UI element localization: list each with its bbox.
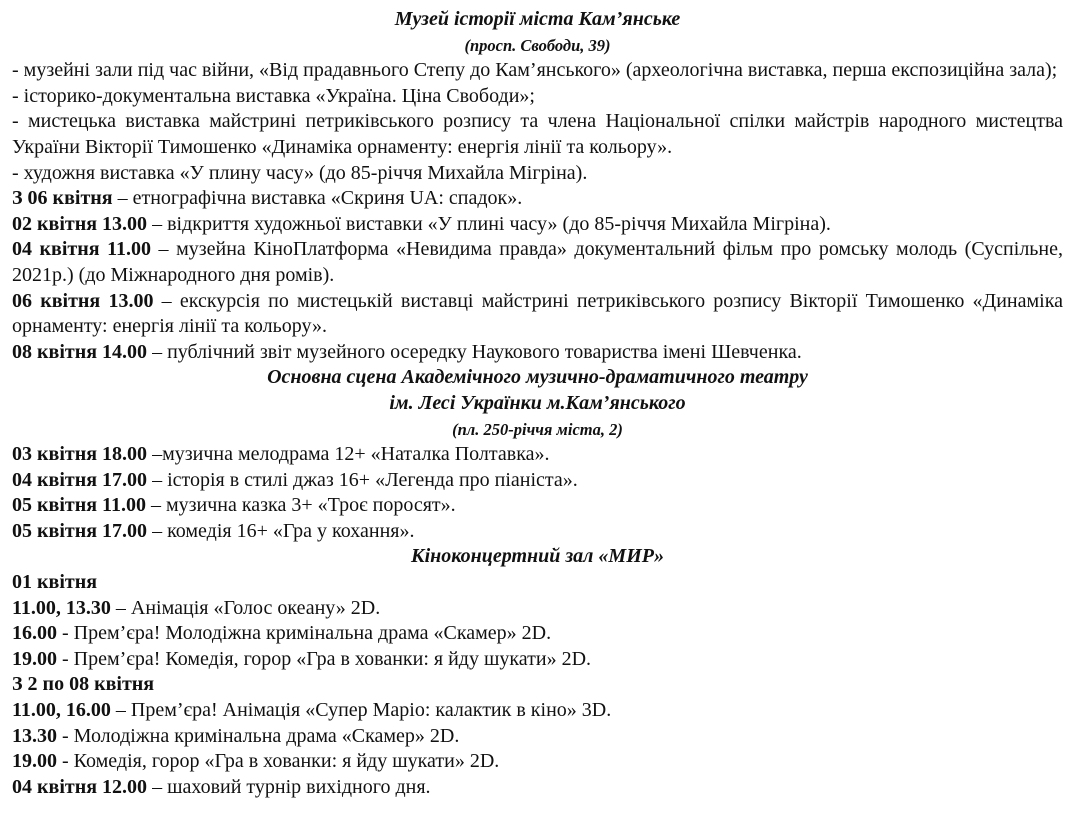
cinema-date-heading (12, 570, 1063, 596)
event-date: З 06 квітня (12, 187, 113, 210)
event-date: 08 квітня 14.00 (12, 340, 148, 363)
museum-event (12, 186, 1063, 212)
document-page (12, 7, 1063, 800)
museum-event (12, 340, 1063, 366)
event-date: 04 квітня 17.00 (12, 468, 148, 491)
event-text: – публічний звіт музейного осередку Наукового товариства імені Шевченка. (147, 340, 802, 363)
session-text: - Молодіжна кримінальна драма «Скамер» 2D. (57, 724, 460, 747)
theatre-event (12, 519, 1063, 545)
session-text: – Прем’єра! Анімація «Супер Маріо: калактик в кіно» 3D. (110, 699, 612, 722)
cinema-date: 01 квітня (12, 571, 98, 594)
museum-exhibit: - музейні зали під час війни, «Від прадавнього Степу до Кам’янського» (археологічна виставка, перша експозиційна зала); (12, 59, 1058, 82)
session-time: 19.00 (12, 750, 57, 773)
event-text: – відкриття художньої виставки «У плині часу» (до 85-річчя Михайла Мігріна). (147, 212, 831, 235)
event-text: – історія в стилі джаз 16+ «Легенда про піаніста». (147, 468, 578, 491)
session-time: 19.00 (12, 647, 57, 670)
event-text: –музична мелодрама 12+ «Наталка Полтавка». (147, 443, 550, 466)
theatre-title-line2: ім. Лесі Українки м.Кам’янського (389, 391, 686, 414)
session-time: 11.00, 16.00 (12, 699, 111, 722)
museum-exhibit: - художня виставка «У плину часу» (до 85-річчя Михайла Мігріна). (12, 161, 588, 184)
theatre-title-line1: Основна сцена Академічного музично-драматичного театру (267, 366, 808, 389)
cinema-date: З 2 по 08 квітня (12, 673, 155, 696)
session-text: – Анімація «Голос океану» 2D. (110, 596, 381, 619)
event-date: 04 квітня 12.00 (12, 775, 148, 798)
museum-title: Музей історії міста Кам’янське (394, 8, 681, 30)
event-text: – шаховий турнір вихідного дня. (147, 775, 431, 798)
cinema-session (12, 698, 1063, 724)
event-text: – музейна КіноПлатформа «Невидима правда» документальний фільм про ромську молодь (Суспільне, 2021р.) (до Міжнародного дня ромів). (12, 238, 1063, 286)
theatre-event (12, 442, 1063, 468)
event-date: 03 квітня 18.00 (12, 443, 148, 466)
museum-event (12, 289, 1063, 340)
event-text: – етнографічна виставка «Скриня UA: спадок». (112, 187, 523, 210)
event-date: 05 квітня 11.00 (12, 494, 146, 517)
theatre-event (12, 468, 1063, 494)
session-text: - Прем’єра! Молодіжна кримінальна драма «Скамер» 2D. (57, 622, 552, 645)
event-date: 02 квітня 13.00 (12, 212, 148, 235)
session-time: 11.00, 13.30 (12, 596, 111, 619)
session-text: - Комедія, горор «Гра в хованки: я йду шукати» 2D. (57, 750, 500, 773)
cinema-extra-event (12, 775, 1063, 801)
session-time: 16.00 (12, 622, 57, 645)
cinema-session (12, 749, 1063, 775)
museum-exhibit: - мистецька виставка майстрині петриківського розпису та члена Національної спілки майстрів народного мистецтва України Вікторії Тимошенко «Динаміка орнаменту: енергія лінії та кольору». (12, 110, 1063, 158)
event-text: – екскурсія по мистецькій виставці майстрині петриківського розпису Вікторії Тимошенко «Динаміка орнаменту: енергія лінії та кольору». (12, 289, 1063, 338)
session-text: - Прем’єра! Комедія, горор «Гра в хованки: я йду шукати» 2D. (57, 647, 592, 670)
cinema-title: Кіноконцертний зал «МИР» (411, 545, 664, 568)
museum-event (12, 212, 1063, 238)
museum-address: (просп. Свободи, 39) (464, 35, 611, 55)
event-text: – музична казка 3+ «Троє поросят». (145, 494, 456, 517)
museum-exhibit: - історико-документальна виставка «Україна. Ціна Свободи»; (12, 84, 535, 107)
museum-event (12, 237, 1063, 288)
cinema-session (12, 621, 1063, 647)
event-date: 05 квітня 17.00 (12, 519, 148, 542)
cinema-session (12, 724, 1063, 750)
cinema-date-heading (12, 672, 1063, 698)
cinema-session (12, 647, 1063, 673)
session-time: 13.30 (12, 724, 57, 747)
event-date: 06 квітня 13.00 (12, 289, 154, 312)
theatre-address: (пл. 250-річчя міста, 2) (452, 419, 623, 439)
theatre-event (12, 493, 1063, 519)
cinema-session (12, 596, 1063, 622)
event-date: 04 квітня 11.00 (12, 238, 152, 261)
event-text: – комедія 16+ «Гра у кохання». (147, 519, 415, 542)
